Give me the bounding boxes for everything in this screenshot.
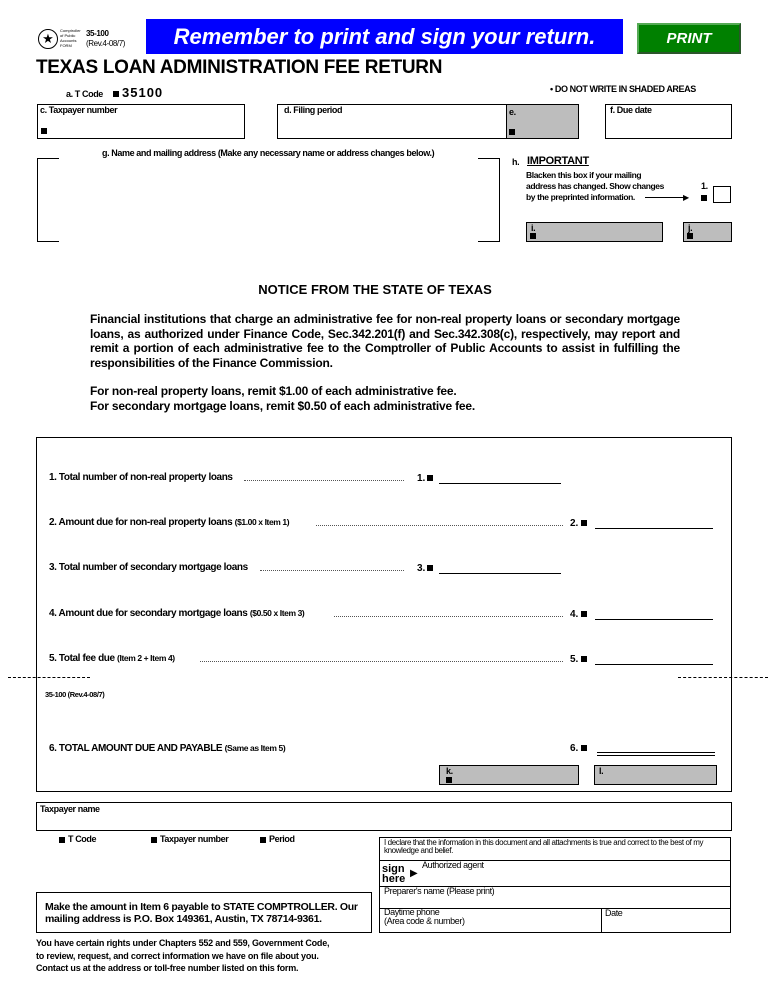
important-heading: IMPORTANT: [527, 155, 589, 167]
item-1-label: 1. Total number of non-real property loans: [49, 472, 233, 483]
stub-period: Period: [260, 834, 295, 844]
signature-block: I declare that the information in this document and all attachments is true and correct to the best of my knowledge and belief. sign here ▶ Authorized agent Preparer's name (Please print) Daytime phone (Area code & number) Date: [379, 837, 731, 933]
item-3-field[interactable]: [439, 573, 561, 574]
stub-taxpayer-number: Taxpayer number: [151, 834, 228, 844]
payable-note: Make the amount in Item 6 payable to STATE COMPTROLLER. Our mailing address is P.O. Box 149361, Austin, TX 78714-9361.: [36, 892, 372, 933]
box-1-label: 1.: [701, 181, 708, 191]
tcode-value: 35100: [113, 85, 163, 100]
item-3-label: 3. Total number of secondary mortgage loans: [49, 562, 248, 573]
shaded-box-e: e.: [506, 104, 579, 139]
name-address-field[interactable]: [37, 158, 500, 242]
taxpayer-number-field[interactable]: c. Taxpayer number: [37, 104, 245, 139]
daytime-phone-field[interactable]: Daytime phone (Area code & number): [384, 907, 465, 926]
shaded-box-j: j.: [683, 222, 732, 242]
page-title: TEXAS LOAN ADMINISTRATION FEE RETURN: [36, 57, 443, 78]
date-field[interactable]: Date: [605, 908, 623, 918]
item-1-number: 1.: [417, 473, 436, 484]
stub-tcode: T Code: [59, 834, 96, 844]
comptroller-seal-icon: ★: [38, 29, 58, 49]
do-not-write-note: • DO NOT WRITE IN SHADED AREAS: [550, 84, 696, 94]
item-5-field[interactable]: [595, 664, 713, 665]
notice-title: NOTICE FROM THE STATE OF TEXAS: [258, 282, 492, 297]
print-reminder-banner: Remember to print and sign your return.: [146, 19, 623, 54]
item-5-number: 5.: [570, 654, 590, 665]
taxpayer-name-field[interactable]: Taxpayer name: [36, 802, 732, 831]
shaded-box-l: l.: [594, 765, 717, 785]
item-2-number: 2.: [570, 518, 590, 529]
form-number: 35-100: [86, 29, 109, 38]
item-2-label: 2. Amount due for non-real property loans ($1.00 x Item 1): [49, 517, 290, 528]
arrow-icon: [645, 197, 685, 198]
name-address-label: g. Name and mailing address (Make any necessary name or address changes below.): [102, 148, 435, 158]
item-3-number: 3.: [417, 563, 436, 574]
address-changed-checkbox[interactable]: [713, 186, 731, 203]
item-4-label: 4. Amount due for secondary mortgage loans ($0.50 x Item 3): [49, 608, 305, 619]
h-label: h.: [512, 157, 520, 167]
item-6-field[interactable]: [597, 752, 715, 756]
tear-line: [8, 677, 90, 678]
form-revision: (Rev.4-08/7): [86, 39, 126, 48]
shaded-box-k: k.: [439, 765, 579, 785]
tcode-label: a. T Code: [66, 89, 103, 99]
stub-form-rev: 35-100 (Rev.4-08/7): [45, 690, 105, 699]
item-5-label: 5. Total fee due (Item 2 + Item 4): [49, 653, 175, 664]
sign-here-label: sign here: [382, 863, 406, 885]
item-4-field[interactable]: [595, 619, 713, 620]
important-text: Blacken this box if your mailing address has changed. Show changes by the preprinted information.: [526, 170, 664, 202]
item-1-field[interactable]: [439, 483, 561, 484]
notice-body: Financial institutions that charge an administrative fee for non-real property loans or secondary mortgage loans, as authorized under Finance Code, Sec.342.201(f) and Sec.342.308(c), respectively, may report and remit a portion of each administrative fee to the Comptroller of Public Accounts to assist in fulfilling the responsibilities of the Finance Commission. For non-real property loans, remit $1.00 of each administrative fee. For secondary mortgage loans, remit $0.50 of each administrative fee.: [90, 312, 680, 413]
shaded-box-i: i.: [526, 222, 663, 242]
preparer-name-field[interactable]: Preparer's name (Please print): [384, 886, 495, 896]
rights-notice: You have certain rights under Chapters 552 and 559, Government Code, to review, request, and correct information we have on file about you. Contact us at the address or toll-free number listed on this form.: [36, 938, 330, 973]
item-4-number: 4.: [570, 609, 590, 620]
print-button[interactable]: PRINT: [637, 23, 741, 54]
item-2-field[interactable]: [595, 528, 713, 529]
logo-text: Comptroller of Public Accounts FORM: [60, 28, 81, 48]
item-6-label: 6. TOTAL AMOUNT DUE AND PAYABLE (Same as Item 5): [49, 743, 286, 754]
item-6-number: 6.: [570, 743, 590, 754]
due-date-field[interactable]: f. Due date: [605, 104, 732, 139]
filing-period-field[interactable]: d. Filing period: [277, 104, 507, 139]
authorized-agent-field[interactable]: Authorized agent: [422, 860, 484, 870]
